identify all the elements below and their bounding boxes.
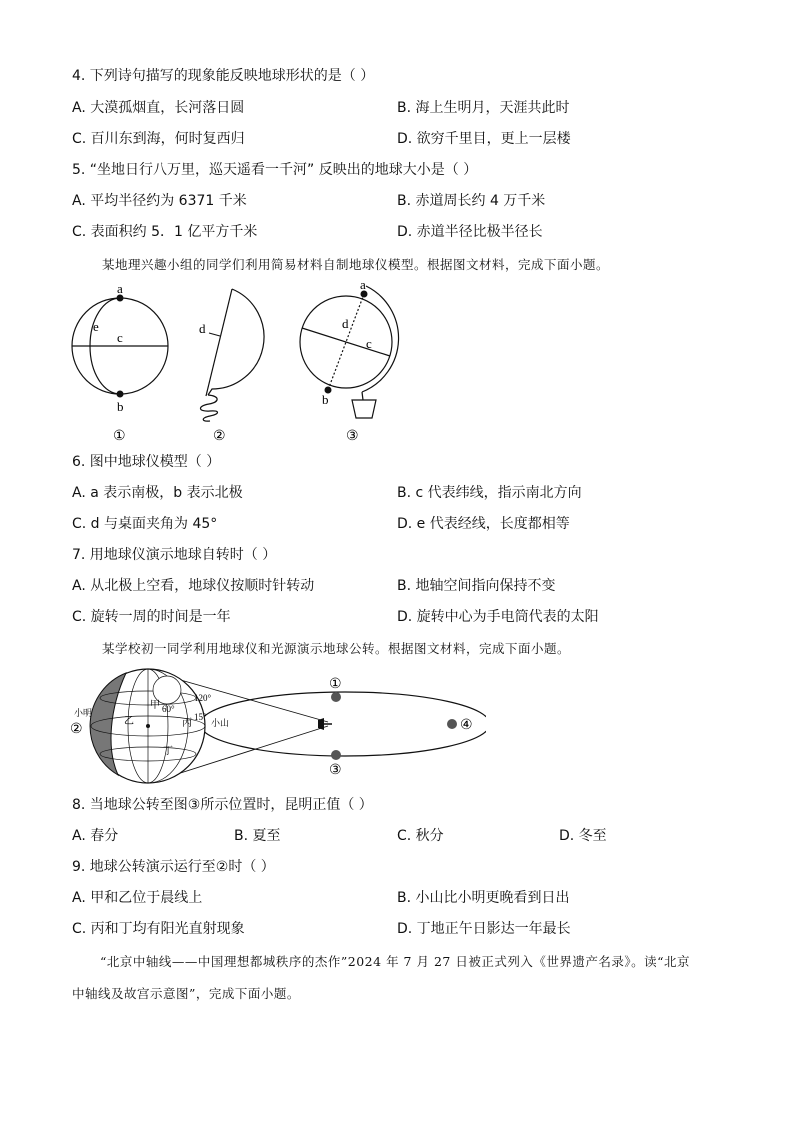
label-xiaoming: 小明 <box>74 708 93 718</box>
label-b-1: b <box>117 399 124 414</box>
orbit-point-4 <box>447 719 457 729</box>
orbit-point-1 <box>331 692 341 702</box>
label-ding: 丁 <box>163 746 173 757</box>
q7-option-b: B. 地轴空间指向保持不变 <box>397 578 556 594</box>
q8-option-d: D. 冬至 <box>559 828 607 844</box>
label-b-3: b <box>322 392 329 407</box>
q4-option-a: A. 大漠孤烟直，长河落日圆 <box>72 100 245 116</box>
revolution-figure <box>66 668 486 788</box>
label-d-3: d <box>342 316 349 331</box>
label-position-4: ④ <box>460 718 473 733</box>
label-position-2: ② <box>70 722 83 737</box>
q9-option-b: B. 小山比小明更晚看到日出 <box>397 890 570 906</box>
q9-option-c: C. 丙和丁均有阳光直射现象 <box>72 921 245 937</box>
q4-option-b: B. 海上生明月，天涯共此时 <box>397 100 570 116</box>
orbit-point-3 <box>331 750 341 760</box>
globe-model-1 <box>72 298 168 394</box>
q5-option-c: C. 表面积约 5．1 亿平方千米 <box>72 224 258 240</box>
q4-option-c: C. 百川东到海，何时复西归 <box>72 131 245 147</box>
label-xiaoshan: 小山 <box>211 718 230 728</box>
q7-option-a: A. 从北极上空看，地球仪按顺时针转动 <box>72 578 315 594</box>
label-position-3: ③ <box>329 763 342 778</box>
label-position-1: ① <box>329 677 342 692</box>
label-lat-15: 15° <box>194 712 207 722</box>
material-globe-model: 某地理兴趣小组的同学们利用简易材料自制地球仪模型。根据图文材料，完成下面小题。 <box>102 257 610 272</box>
pointer-d-2 <box>209 333 220 336</box>
point-b-1 <box>117 391 124 398</box>
label-a-3: a <box>360 280 366 292</box>
q4-stem: 4. 下列诗句描写的现象能反映地球形状的是（ ） <box>72 68 375 84</box>
label-bing: 丙 <box>182 718 192 729</box>
q6-stem: 6. 图中地球仪模型（ ） <box>72 454 221 470</box>
q4-option-d: D. 欲穷千里目，更上一层楼 <box>397 131 571 147</box>
figure-number-2: ② <box>213 429 226 444</box>
q8-option-b: B. 夏至 <box>234 828 281 844</box>
figure-number-1: ① <box>113 429 126 444</box>
q5-stem: 5. “坐地日行八万里，巡天遥看一千河” 反映出的地球大小是（ ） <box>72 162 478 178</box>
flashlight-icon <box>318 718 324 730</box>
label-lat-60: 60° <box>162 704 175 714</box>
label-a-1: a <box>117 281 123 296</box>
label-lon-120: 120° <box>194 693 212 703</box>
q8-option-a: A. 春分 <box>72 828 119 844</box>
q5-option-d: D. 赤道半径比极半径长 <box>397 224 543 240</box>
q6-option-d: D. e 代表经线，长度都相等 <box>397 516 570 532</box>
q7-option-c: C. 旋转一周的时间是一年 <box>72 609 231 625</box>
label-d-2: d <box>199 321 206 336</box>
globe-model-2 <box>200 289 264 421</box>
figure-number-3: ③ <box>346 429 359 444</box>
q7-stem: 7. 用地球仪演示地球自转时（ ） <box>72 547 277 563</box>
q5-option-b: B. 赤道周长约 4 万千米 <box>397 193 546 209</box>
q8-stem: 8. 当地球公转至图③所示位置时，昆明正值（ ） <box>72 797 373 813</box>
q6-option-a: A. a 表示南极，b 表示北极 <box>72 485 243 501</box>
globe-model-3 <box>300 286 399 418</box>
q9-option-a: A. 甲和乙位于晨线上 <box>72 890 203 906</box>
label-e-1: e <box>93 319 99 334</box>
label-c-3: c <box>366 336 372 351</box>
orbit-ellipse <box>200 692 486 756</box>
q9-option-d: D. 丁地正午日影达一年最长 <box>397 921 571 937</box>
q5-option-a: A. 平均半径约为 6371 千米 <box>72 193 247 209</box>
globe-model-figure <box>60 280 420 445</box>
q6-option-b: B. c 代表纬线，指示南北方向 <box>397 485 582 501</box>
label-yi: 乙 <box>124 716 134 727</box>
material-beijing-axis-line1: “北京中轴线——中国理想都城秩序的杰作”2024 年 7 月 27 日被正式列入《世界遗产名录》。读“北京 <box>100 954 690 969</box>
material-beijing-axis-line2: 中轴线及故宫示意图”，完成下面小题。 <box>72 986 300 1001</box>
label-jia: 甲 <box>150 700 160 711</box>
q6-option-c: C. d 与桌面夹角为 45° <box>72 516 218 532</box>
q7-option-d: D. 旋转中心为手电筒代表的太阳 <box>397 609 599 625</box>
label-c-1: c <box>117 330 123 345</box>
material-revolution: 某学校初一同学利用地球仪和光源演示地球公转。根据图文材料，完成下面小题。 <box>102 641 571 656</box>
q9-stem: 9. 地球公转演示运行至②时（ ） <box>72 859 275 875</box>
q8-option-c: C. 秋分 <box>397 828 444 844</box>
